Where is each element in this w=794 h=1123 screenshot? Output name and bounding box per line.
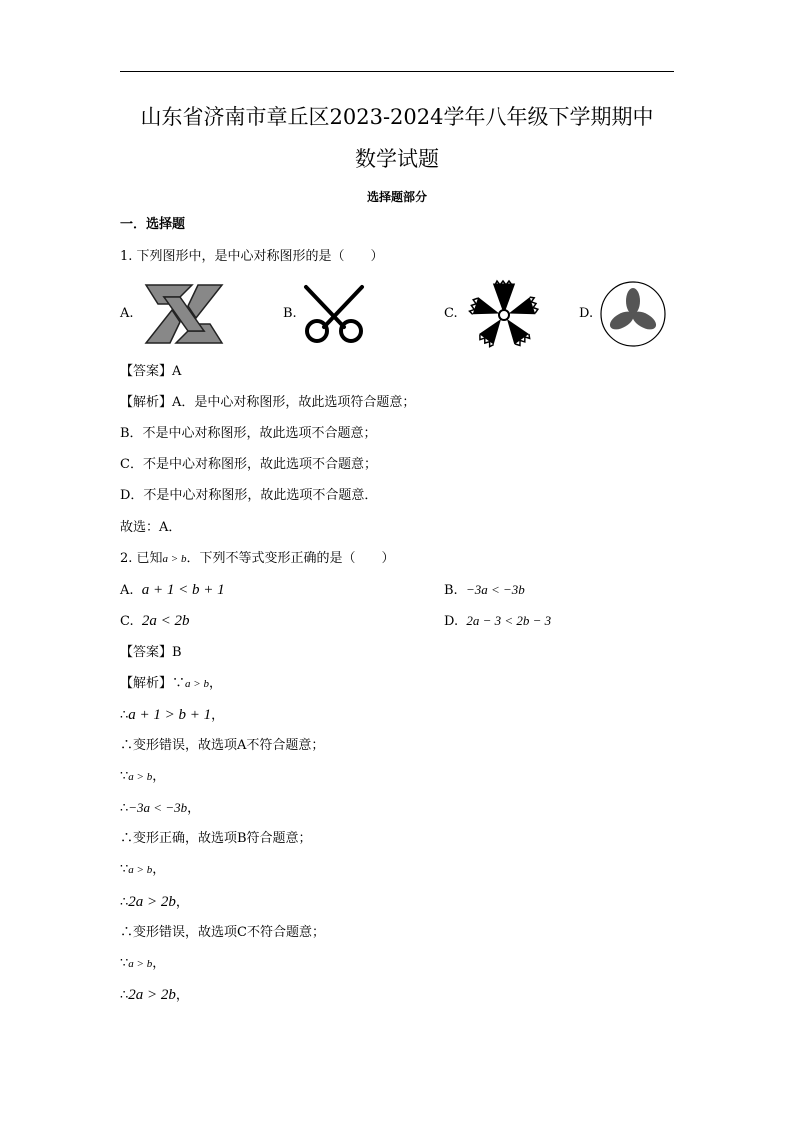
q1-analysis-3: C．不是中心对称图形，故此选项不合题意； xyxy=(120,457,377,472)
q2-text-b: ∴变形正确，故选项B符合题意； xyxy=(120,831,312,846)
q2-text-a: ∴变形错误，故选项A不符合题意； xyxy=(120,738,325,753)
pinwheel-figure xyxy=(466,278,542,352)
q1-option-a-label: A. xyxy=(120,306,134,321)
q2-option-b: B. −3a < −3b xyxy=(444,582,525,598)
q2-stem-condition: a > b xyxy=(162,553,187,565)
three-leaf-circle-figure xyxy=(598,280,668,348)
q1-analysis-2: B．不是中心对称图形，故此选项不合题意； xyxy=(120,426,377,441)
q2-analysis-start: 【解析】∵a > b， xyxy=(120,676,222,691)
q1-analysis-1: 【解析】A．是中心对称图形，故此选项符合题意； xyxy=(120,395,416,410)
q2-because-c: ∵a > b， xyxy=(120,862,166,877)
q2-step-a: ∴a + 1 > b + 1， xyxy=(120,707,225,723)
q2-text-c: ∴变形错误，故选项C不符合题意； xyxy=(120,925,325,940)
q2-stem xyxy=(120,550,395,568)
z-shape-figure xyxy=(140,282,228,346)
q2-option-a: A. a + 1 < b + 1 xyxy=(120,582,225,598)
q2-step-b: ∴−3a < −3b， xyxy=(120,800,201,816)
q1-option-d-label: D. xyxy=(579,306,594,321)
doc-title-line1: 山东省济南市章丘区2023-2024学年八年级下学期期中 xyxy=(140,105,654,129)
q2-step-c: ∴2a > 2b， xyxy=(120,894,189,910)
q2-step-d: ∴2a > 2b， xyxy=(120,987,189,1003)
q1-answer: 【答案】A xyxy=(120,364,182,379)
section-heading: 一．选择题 xyxy=(120,217,186,232)
q1-analysis-4: D．不是中心对称图形，故此选项不合题意． xyxy=(120,488,378,503)
scissors-icon xyxy=(300,283,368,345)
doc-subtitle: 选择题部分 xyxy=(366,190,427,204)
q1-analysis-5: 故选：A． xyxy=(120,520,182,535)
q2-option-d: D. 2a − 3 < 2b − 3 xyxy=(444,613,552,629)
q2-because-d: ∵a > b， xyxy=(120,956,166,971)
q1-option-c-label: C. xyxy=(444,306,458,321)
q2-stem-pre: 2. 已知 xyxy=(120,551,163,566)
q2-option-c: C. 2a < 2b xyxy=(120,613,190,629)
q2-because-b: ∵a > b， xyxy=(120,769,166,784)
doc-title-line2: 数学试题 xyxy=(355,147,439,171)
header-rule xyxy=(120,71,674,72)
q1-option-b-label: B. xyxy=(283,306,297,321)
q2-stem-post: ．下列不等式变形正确的是（ ） xyxy=(186,551,395,566)
q1-stem: 1. 下列图形中，是中心对称图形的是（ ） xyxy=(120,249,384,264)
q2-answer: 【答案】B xyxy=(120,645,182,660)
